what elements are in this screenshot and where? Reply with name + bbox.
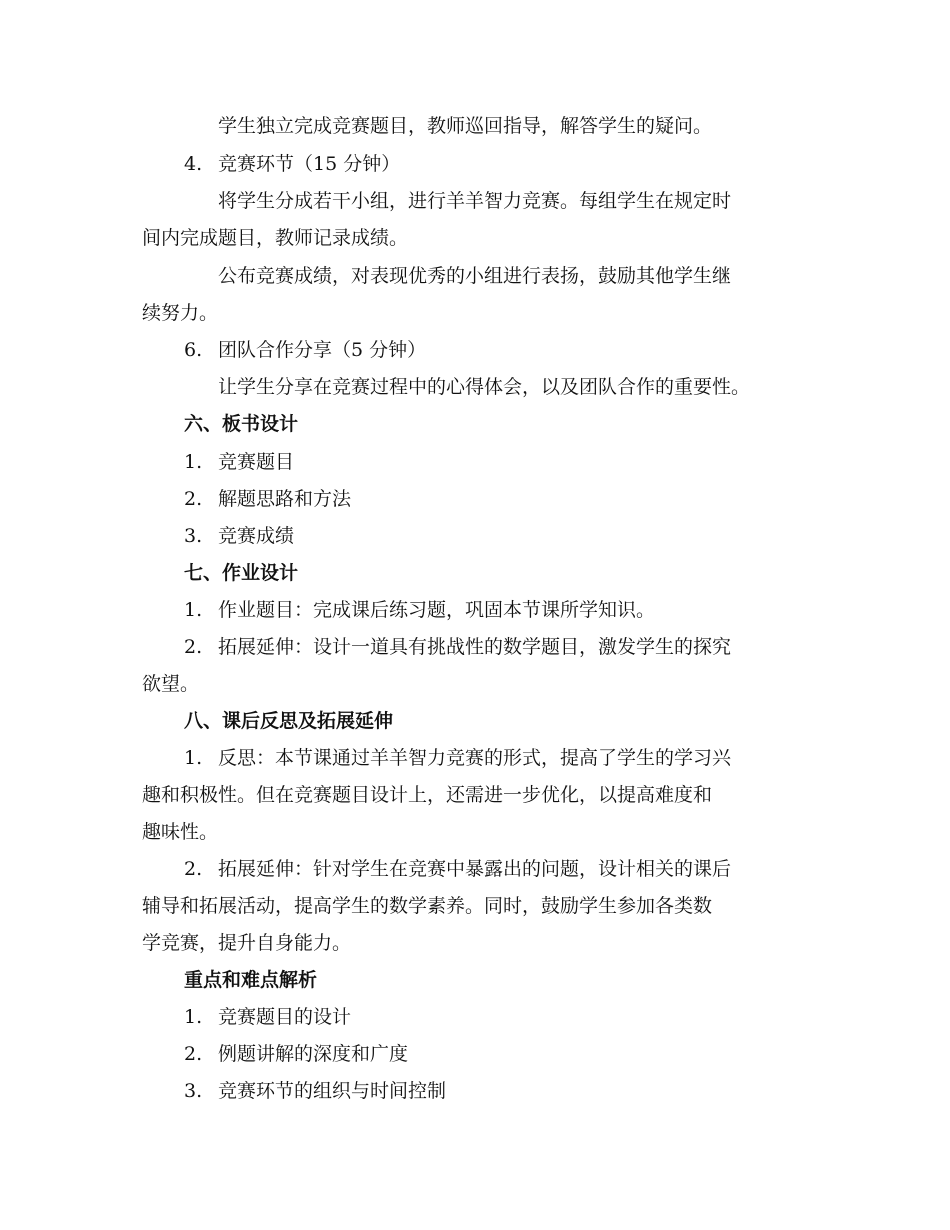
- section-heading: 七、作业设计: [184, 562, 299, 584]
- list-number: 1.: [184, 1006, 203, 1028]
- list-item: [184, 487, 351, 511]
- list-item: [184, 450, 294, 474]
- list-number: 2.: [184, 488, 203, 510]
- list-number: 3.: [184, 1080, 203, 1102]
- list-item: [184, 598, 655, 622]
- list-item-text: 竞赛环节的组织与时间控制: [218, 1080, 447, 1102]
- paragraph-line: 趣和积极性。但在竞赛题目设计上，还需进一步优化，以提高难度和: [142, 784, 713, 806]
- list-item: [184, 746, 731, 770]
- list-number: 1.: [184, 747, 203, 769]
- list-number: 1.: [184, 451, 203, 473]
- list-item-text: 解题思路和方法: [218, 488, 352, 510]
- list-number: 1.: [184, 599, 203, 621]
- list-item-text: 竞赛环节（15 分钟）: [218, 153, 401, 175]
- paragraph-line: 学生独立完成竞赛题目，教师巡回指导，解答学生的疑问。: [218, 115, 713, 137]
- paragraph-line: 学竞赛，提升自身能力。: [142, 932, 352, 954]
- paragraph-line: 欲望。: [142, 673, 200, 695]
- list-item-text: 反思：本节课通过羊羊智力竞赛的形式，提高了学生的学习兴: [218, 747, 732, 769]
- list-item-text: 竞赛题目: [218, 451, 295, 473]
- section-heading: 六、板书设计: [184, 413, 299, 435]
- list-item: [184, 1005, 351, 1029]
- list-number: 2.: [184, 1043, 203, 1065]
- list-item-text: 拓展延伸：针对学生在竞赛中暴露出的问题，设计相关的课后: [218, 858, 732, 880]
- list-item: [184, 1079, 446, 1103]
- list-item-text: 拓展延伸：设计一道具有挑战性的数学题目，激发学生的探究: [218, 636, 732, 658]
- list-item: [184, 1042, 408, 1066]
- list-item: [184, 338, 426, 362]
- paragraph-line: 让学生分享在竞赛过程中的心得体会，以及团队合作的重要性。: [218, 376, 751, 398]
- list-item-text: 例题讲解的深度和广度: [218, 1043, 409, 1065]
- list-number: 2.: [184, 636, 203, 658]
- list-item-text: 竞赛题目的设计: [218, 1006, 352, 1028]
- paragraph-line: 将学生分成若干小组，进行羊羊智力竞赛。每组学生在规定时: [218, 190, 732, 212]
- list-item: [184, 635, 731, 659]
- paragraph-line: 辅导和拓展活动，提高学生的数学素养。同时，鼓励学生参加各类数: [142, 895, 713, 917]
- list-number: 6.: [184, 339, 203, 361]
- list-item: [184, 524, 294, 548]
- list-number: 3.: [184, 525, 203, 547]
- paragraph-line: 间内完成题目，教师记录成绩。: [142, 227, 409, 249]
- section-heading: 重点和难点解析: [184, 969, 318, 991]
- section-heading: 八、课后反思及拓展延伸: [184, 710, 394, 732]
- list-item: [184, 857, 731, 881]
- list-number: 2.: [184, 858, 203, 880]
- list-item-text: 团队合作分享（5 分钟）: [218, 339, 427, 361]
- paragraph-line: 续努力。: [142, 302, 219, 324]
- list-item: [184, 152, 400, 176]
- paragraph-line: 趣味性。: [142, 821, 219, 843]
- list-number: 4.: [184, 153, 203, 175]
- list-item-text: 竞赛成绩: [218, 525, 295, 547]
- list-item-text: 作业题目：完成课后练习题，巩固本节课所学知识。: [218, 599, 656, 621]
- paragraph-line: 公布竞赛成绩，对表现优秀的小组进行表扬，鼓励其他学生继: [218, 265, 732, 287]
